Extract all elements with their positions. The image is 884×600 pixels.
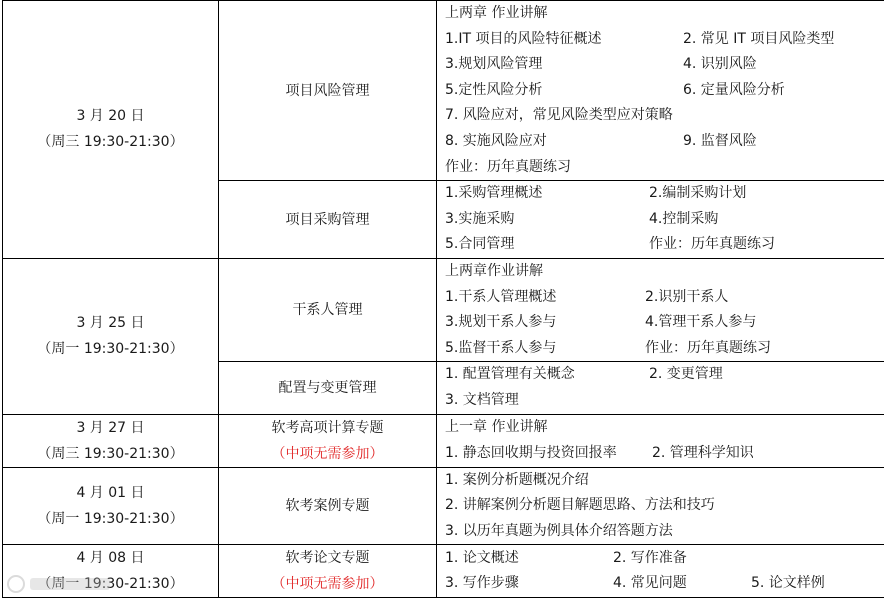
content-item: 1.IT 项目的风险特征概述 xyxy=(445,30,602,47)
time-text: （周一 19:30-21:30） xyxy=(37,576,184,593)
content-item: 1.干系人管理概述 xyxy=(445,288,557,305)
content-item: 5.监督干系人参与 xyxy=(445,339,557,356)
content-cell xyxy=(437,467,884,545)
schedule-table xyxy=(2,0,884,598)
content-cell xyxy=(437,545,884,598)
content-line xyxy=(437,285,884,311)
content-item: 2. 写作准备 xyxy=(613,549,687,566)
schedule-row xyxy=(3,545,884,598)
content-cell xyxy=(437,362,884,414)
content-item: 上两章 作业讲解 xyxy=(445,5,548,21)
content-line xyxy=(437,181,884,207)
schedule-row xyxy=(3,258,884,361)
content-item: 作业：历年真题练习 xyxy=(649,236,775,253)
content-item: 4. 常见问题 xyxy=(613,575,687,592)
topic-cell xyxy=(219,545,437,598)
content-item: 3.规划干系人参与 xyxy=(445,314,557,331)
content-item: 1. 案例分析题概况介绍 xyxy=(445,471,589,488)
date-cell xyxy=(3,258,219,414)
topic-name: 项目风险管理 xyxy=(285,82,370,99)
content-line xyxy=(437,310,884,336)
time-text: （周一 19:30-21:30） xyxy=(37,341,184,358)
date-text: 4 月 01 日 xyxy=(76,484,145,501)
content-item: 上两章作业讲解 xyxy=(445,262,543,279)
content-item: 6. 定量风险分析 xyxy=(683,81,785,98)
schedule-row xyxy=(3,1,884,181)
date-cell xyxy=(3,1,219,259)
content-item: 4. 识别风险 xyxy=(683,56,757,73)
content-line xyxy=(437,259,884,285)
content-line xyxy=(437,1,884,27)
time-text: （周一 19:30-21:30） xyxy=(37,510,184,527)
topic-cell xyxy=(219,467,437,545)
content-line xyxy=(437,546,884,572)
content-item: 4.管理干系人参与 xyxy=(645,314,757,331)
topic-name: 软考高项计算专题 xyxy=(271,419,384,436)
content-item: 上一章 作业讲解 xyxy=(445,418,548,435)
content-item: 7. 风险应对，常见风险类型应对策略 xyxy=(445,107,673,124)
content-line xyxy=(437,207,884,233)
content-item: 作业：历年真题练习 xyxy=(645,339,771,356)
content-item: 3.实施采购 xyxy=(445,210,515,227)
content-item: 1. 论文概述 xyxy=(445,549,519,566)
content-cell xyxy=(437,258,884,361)
content-item: 5. 论文样例 xyxy=(751,575,825,592)
content-line xyxy=(437,336,884,362)
content-line xyxy=(437,362,884,388)
date-text: 4 月 08 日 xyxy=(76,550,145,567)
topic-cell xyxy=(219,181,437,259)
content-item: 2.识别干系人 xyxy=(645,288,729,305)
content-line xyxy=(437,441,884,467)
content-item: 2. 管理科学知识 xyxy=(652,444,754,461)
content-item: 8. 实施风险应对 xyxy=(445,132,547,149)
date-cell xyxy=(3,414,219,467)
topic-note: （中项无需参加） xyxy=(271,576,384,593)
content-cell xyxy=(437,414,884,467)
content-item: 9. 监督风险 xyxy=(683,132,757,149)
date-text: 3 月 25 日 xyxy=(76,315,145,332)
content-item: 2.编制采购计划 xyxy=(649,185,747,202)
content-cell xyxy=(437,181,884,259)
topic-name: 软考案例专题 xyxy=(285,497,370,514)
content-item: 5.合同管理 xyxy=(445,236,515,253)
topic-note: （中项无需参加） xyxy=(271,445,384,462)
content-line xyxy=(437,129,884,155)
topic-cell xyxy=(219,1,437,181)
content-item: 2. 常见 IT 项目风险类型 xyxy=(683,30,835,47)
content-item: 3. 写作步骤 xyxy=(445,575,519,592)
content-item: 4.控制采购 xyxy=(649,210,719,227)
topic-cell xyxy=(219,258,437,361)
time-text: （周三 19:30-21:30） xyxy=(37,445,184,462)
content-item: 3. 以历年真题为例具体介绍答题方法 xyxy=(445,522,673,539)
schedule-row xyxy=(3,467,884,545)
content-item: 3.规划风险管理 xyxy=(445,56,543,73)
topic-name: 软考论文专题 xyxy=(285,550,370,567)
content-item: 2. 讲解案例分析题目解题思路、方法和技巧 xyxy=(445,497,715,514)
content-item: 1.采购管理概述 xyxy=(445,185,543,202)
content-line xyxy=(437,155,884,181)
content-line xyxy=(437,415,884,441)
content-item: 2. 变更管理 xyxy=(649,366,723,383)
content-cell xyxy=(437,1,884,181)
schedule-row xyxy=(3,414,884,467)
content-line xyxy=(437,519,884,545)
date-cell xyxy=(3,467,219,545)
content-item: 作业：历年真题练习 xyxy=(445,158,571,175)
content-line xyxy=(437,388,884,414)
content-line xyxy=(437,52,884,78)
topic-name: 配置与变更管理 xyxy=(278,379,377,396)
topic-name: 干系人管理 xyxy=(292,302,363,319)
content-item: 1. 配置管理有关概念 xyxy=(445,366,575,383)
content-item: 5.定性风险分析 xyxy=(445,81,543,98)
content-line xyxy=(437,232,884,258)
topic-name: 项目采购管理 xyxy=(285,211,370,228)
content-line xyxy=(437,103,884,129)
content-line xyxy=(437,27,884,53)
content-item: 1. 静态回收期与投资回报率 xyxy=(445,444,617,461)
content-item: 3. 文档管理 xyxy=(445,391,519,408)
topic-cell xyxy=(219,414,437,467)
content-line xyxy=(437,468,884,494)
content-line xyxy=(437,493,884,519)
content-line xyxy=(437,571,884,597)
topic-cell xyxy=(219,362,437,414)
date-text: 3 月 20 日 xyxy=(76,108,145,125)
time-text: （周三 19:30-21:30） xyxy=(37,134,184,151)
content-line xyxy=(437,78,884,104)
watermark-logo xyxy=(6,572,116,596)
date-text: 3 月 27 日 xyxy=(76,419,145,436)
